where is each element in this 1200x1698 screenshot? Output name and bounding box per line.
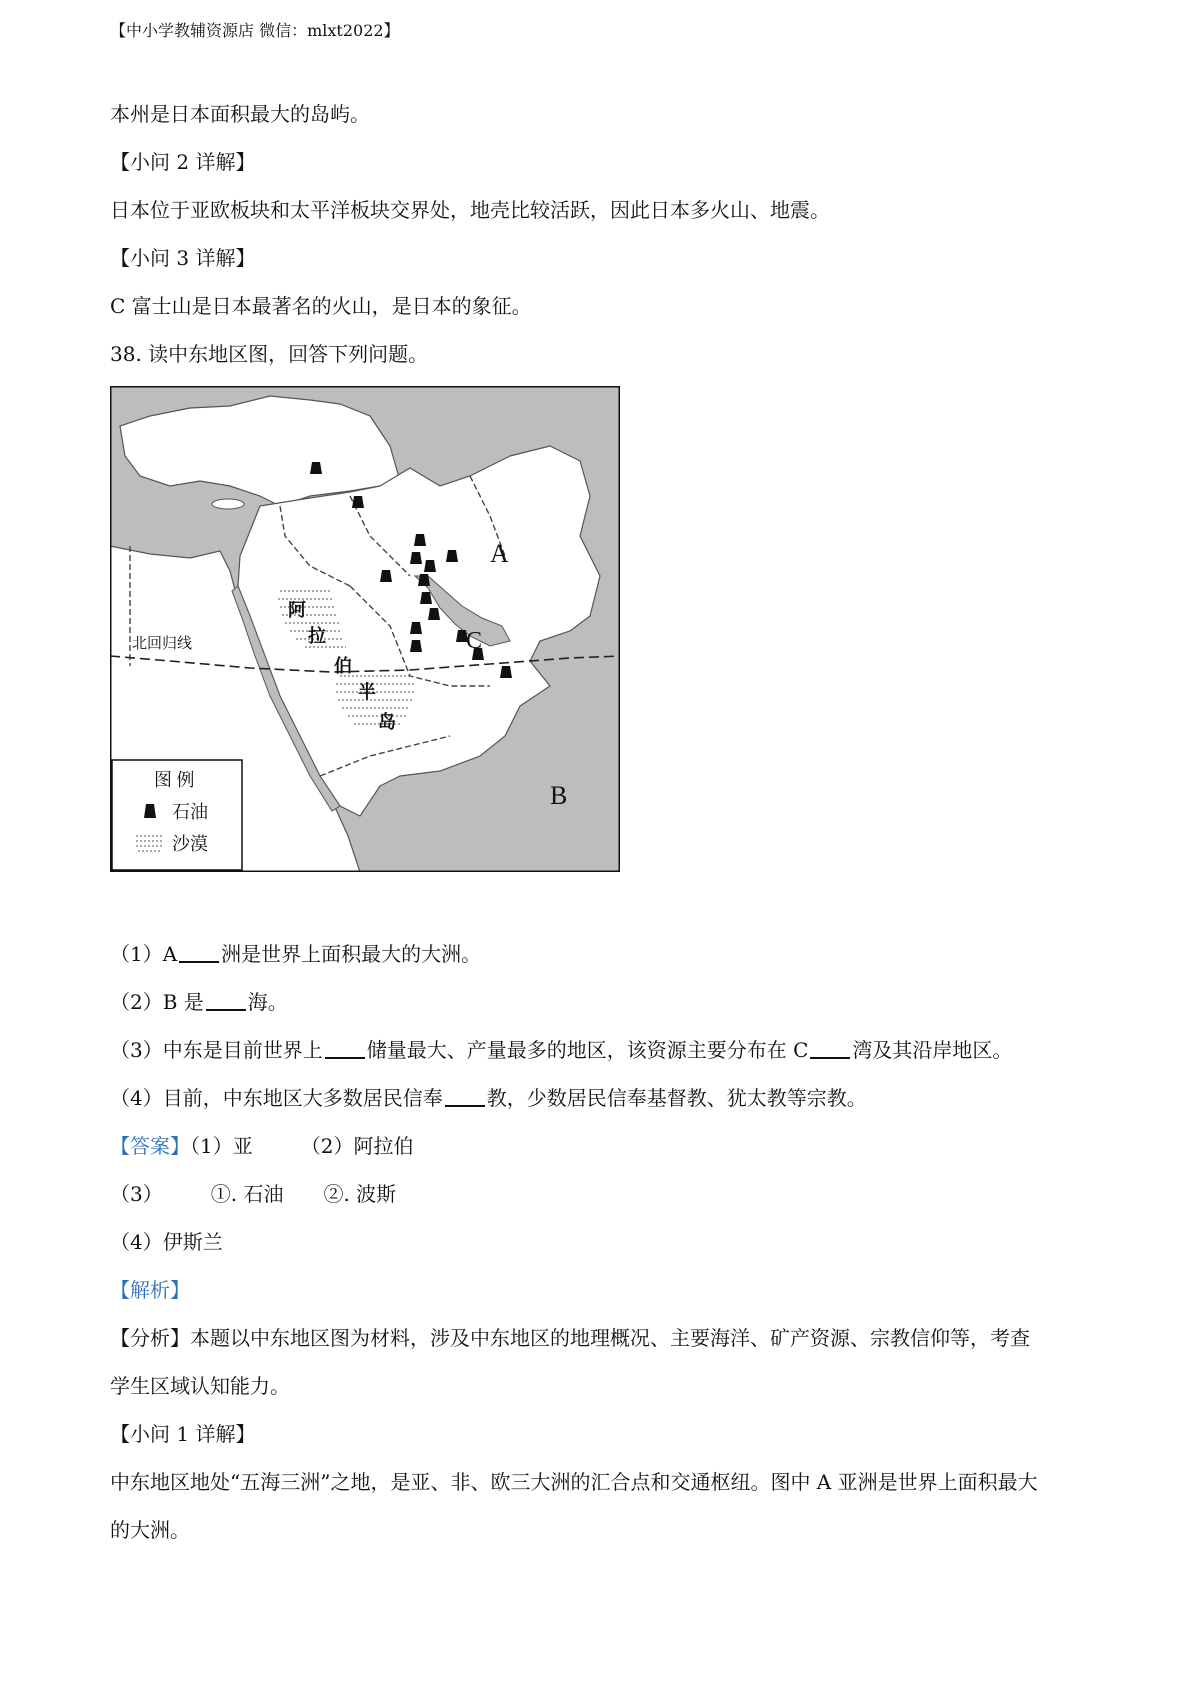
question-2: （2）B 是 海。 — [110, 990, 288, 1014]
subquestion-heading: 【小问 3 详解】 — [110, 246, 256, 270]
legend-desert: 沙漠 — [172, 834, 208, 854]
oil-icon — [410, 622, 422, 634]
oil-icon — [352, 496, 364, 508]
legend-oil: 石油 — [172, 802, 208, 822]
analysis-text: 中东地区地处“五海三洲”之地，是亚、非、欧三大洲的汇合点和交通枢纽。图中 A 亚洲是世界上面积最大 — [110, 1470, 1038, 1494]
analysis-text: 【分析】本题以中东地区图为材料，涉及中东地区的地理概况、主要海洋、矿产资源、宗教信仰等，考查 — [110, 1326, 1030, 1350]
question-4: （4）目前，中东地区大多数居民信奉 教，少数居民信奉基督教、犹太教等宗教。 — [110, 1086, 867, 1110]
oil-icon — [144, 804, 156, 818]
analysis-text: 学生区域认知能力。 — [110, 1374, 290, 1398]
peninsula-char: 半 — [358, 682, 376, 702]
subquestion-heading: 【小问 2 详解】 — [110, 150, 256, 174]
label-a: A — [490, 539, 509, 568]
tropic-label: 北回归线 — [132, 636, 193, 652]
legend-title: 图 例 — [154, 770, 195, 790]
answer-line-3: （3） ①. 石油 ②. 波斯 — [110, 1182, 397, 1206]
peninsula-char: 岛 — [378, 712, 396, 732]
middle-east-map — [110, 386, 620, 872]
peninsula-char: 伯 — [334, 656, 352, 676]
question-title: 38. 读中东地区图，回答下列问题。 — [110, 342, 429, 366]
question-3: （3）中东是目前世界上 储量最大、产量最多的地区，该资源主要分布在 C 湾及其沿岸地区。 — [110, 1038, 1013, 1062]
subquestion-heading: 【小问 1 详解】 — [110, 1422, 256, 1446]
answer-line-4: （4）伊斯兰 — [110, 1230, 223, 1254]
label-c: C — [466, 628, 483, 654]
oil-icon — [410, 552, 422, 564]
oil-icon — [446, 550, 458, 562]
page-header: 【中小学教辅资源店 微信：mlxt2022】 — [110, 21, 400, 40]
oil-icon — [428, 608, 440, 620]
peninsula-char: 阿 — [288, 600, 306, 620]
oil-icon — [500, 666, 512, 678]
label-b: B — [550, 781, 568, 810]
text-line: 日本位于亚欧板块和太平洋板块交界处，地壳比较活跃，因此日本多火山、地震。 — [110, 198, 830, 222]
oil-icon — [420, 592, 432, 604]
answer-line-1: 【答案】（1）亚 （2）阿拉伯 — [110, 1134, 414, 1158]
oil-icon — [414, 534, 426, 546]
question-1: （1）A 洲是世界上面积最大的大洲。 — [110, 942, 482, 966]
oil-icon — [418, 574, 430, 586]
oil-icon — [424, 560, 436, 572]
oil-icon — [310, 462, 322, 474]
analysis-text: 的大洲。 — [110, 1518, 190, 1542]
analysis-tag: 【解析】 — [110, 1278, 190, 1302]
peninsula-char: 拉 — [308, 626, 326, 646]
text-line: 本州是日本面积最大的岛屿。 — [110, 102, 370, 126]
oil-icon — [380, 570, 392, 582]
oil-icon — [410, 640, 422, 652]
text-line: C 富士山是日本最著名的火山，是日本的象征。 — [110, 294, 532, 318]
